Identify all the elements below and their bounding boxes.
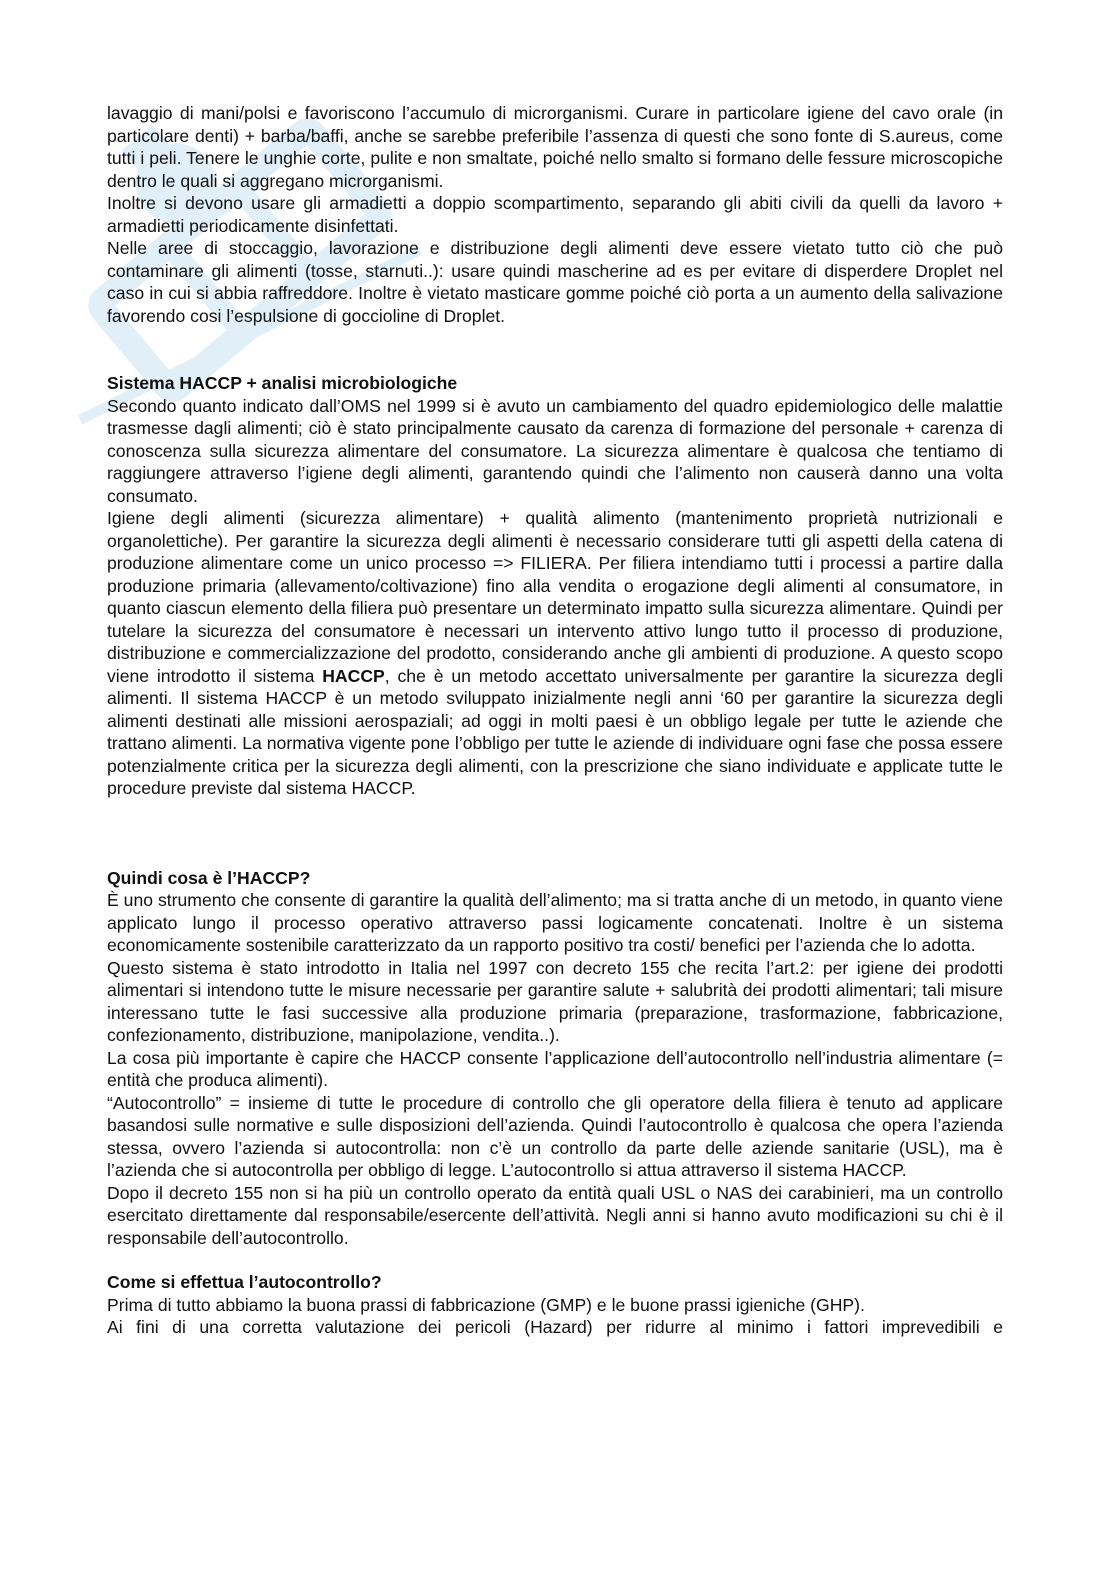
section-heading-what-is-haccp: Quindi cosa è l’HACCP? xyxy=(107,867,311,888)
what-paragraph-definition: “Autocontrollo” = insieme di tutte le procedure di controllo che gli operatore della filiera è tenuto ad applicare basandosi sulle normative e sulle disposizioni dell’azienda. Quindi l’autocontrollo è qualcosa che opera l’azienda stessa, ovvero l’azienda si autocontrolla: non c’è un controllo da parte delle aziende sanitarie (USL), ma è l’azienda che si autocontrolla per obbligo di legge. L’autocontrollo si attua attraverso il sistema HACCP. xyxy=(107,1092,1003,1180)
what-paragraph-selfcontrol: La cosa più importante è capire che HACCP consente l’applicazione dell’autocontrollo nell’industria alimentare (= entità che produca alimenti). xyxy=(107,1047,1003,1090)
what-paragraph-after-decree: Dopo il decreto 155 non si ha più un controllo operato da entità quali USL o NAS dei carabinieri, ma un controllo esercitato direttamente dal responsabile/esercente dell’attività. Negli anni si hanno avuto modificazioni su chi è il responsabile dell’autocontrollo. xyxy=(107,1182,1003,1248)
haccp-paragraph-filiera xyxy=(107,507,1003,800)
what-paragraph-decree: Questo sistema è stato introdotto in Italia nel 1997 con decreto 155 che recita l’art.2: per igiene dei prodotti alimentari si intendono tutte le misure necessarie per garantire salute + salubrità dei prodotti alimentari; tali misure interessano tutte le fasi successive alla produzione primaria (preparazione, trasformazione, fabbricazione, confezionamento, distribuzione, manipolazione, vendita..). xyxy=(107,957,1003,1045)
haccp-bold-term: HACCP xyxy=(322,665,385,686)
section-heading-how-selfcontrol: Come si effettua l’autocontrollo? xyxy=(107,1272,382,1292)
intro-paragraph-contamination: Nelle aree di stoccaggio, lavorazione e distribuzione degli alimenti deve essere vietato tutto ciò che può contaminare gli alimenti (tosse, starnuti..): usare quindi mascherine ad es per evitare di disperdere Droplet nel caso in cui si abbia raffreddore. Inoltre è vietato masticare gomme poiché ciò porta a un aumento della salivazione favorendo cosi l’espulsione di goccioline di Droplet. xyxy=(107,238,1003,326)
haccp-paragraph-oms: Secondo quanto indicato dall’OMS nel 1999 si è avuto un cambiamento del quadro epidemiologico delle malattie trasmesse dagli alimenti; ciò è stato principalmente causato da carenza di formazione del personale + carenza di conoscenza sulla sicurezza alimentare del consumatore. La sicurezza alimentare è qualcosa che tentiamo di raggiungere attraverso l’igiene degli alimenti, garantendo quindi che l’alimento non causerà danno una volta consumato. xyxy=(107,395,1003,506)
section-heading-haccp: Sistema HACCP + analisi microbiologiche xyxy=(107,373,458,393)
how-paragraph-hazard: Ai fini di una corretta valutazione dei pericoli (Hazard) per ridurre al minimo i fattori imprevedibili e xyxy=(107,1317,1003,1337)
intro-paragraph-lockers: Inoltre si devono usare gli armadietti a doppio scompartimento, separando gli abiti civili da quelli da lavoro + armadietti periodicamente disinfettati. xyxy=(107,193,1003,236)
haccp-text-after: , che è un metodo accettato universalmente per garantire la sicurezza degli alimenti. Il sistema HACCP è un metodo sviluppato inizialmente negli anni ‘60 per garantire la sicurezza degli alimenti destinati alle missioni aerospaziali; ad oggi in molti paesi è un obbligo legale per tutte le aziende che trattano alimenti. La normativa vigente pone l’obbligo per tutte le aziende di individuare ogni fase che possa essere potenzialmente critica per la sicurezza degli alimenti, con la prescrizione che siano individuate e applicate tutte le procedure previste dal sistema HACCP. xyxy=(107,665,1004,798)
how-paragraph-gmp: Prima di tutto abbiamo la buona prassi di fabbricazione (GMP) e le buone prassi igieniche (GHP). xyxy=(107,1294,865,1315)
what-paragraph-tool: È uno strumento che consente di garantire la qualità dell’alimento; ma si tratta anche di un metodo, in quanto viene applicato lungo il processo operativo attraverso passi logicamente concatenati. Inoltre è un sistema economicamente sostenibile caratterizzato da un rapporto positivo tra costi/ benefici per l’azienda che lo adotta. xyxy=(107,890,1003,955)
intro-paragraph-hygiene: lavaggio di mani/polsi e favoriscono l’accumulo di microrganismi. Curare in particolare igiene del cavo orale (in particolare denti) + barba/baffi, anche se sarebbe preferibile l’assenza di questi che sono fonte di S.aureus, come tutti i peli. Tenere le unghie corte, pulite e non smaltate, poiché nello smalto si formano delle fessure microscopiche dentro le quali si aggregano microrganismi. xyxy=(107,103,1003,191)
haccp-text-before: Igiene degli alimenti (sicurezza alimentare) + qualità alimento (mantenimento proprietà nutrizionali e organolettiche). Per garantire la sicurezza degli alimenti è necessario considerare tutti gli aspetti della catena di produzione alimentare come un unico processo => FILIERA. Per filiera intendiamo tutti i processi a partire dalla produzione primaria (allevamento/coltivazione) fino alla vendita o erogazione degli alimenti al consumatore, in quanto ciascun elemento della filiera può presentare un determinato impatto sulla sicurezza alimentare. Quindi per tutelare la sicurezza del consumatore è necessari un intervento attivo lungo tutto il processo di produzione, distribuzione e commercializzazione del prodotto, considerando anche gli ambienti di produzione. A questo scopo viene introdotto il sistema xyxy=(107,508,1003,686)
document-page xyxy=(107,102,1003,1339)
